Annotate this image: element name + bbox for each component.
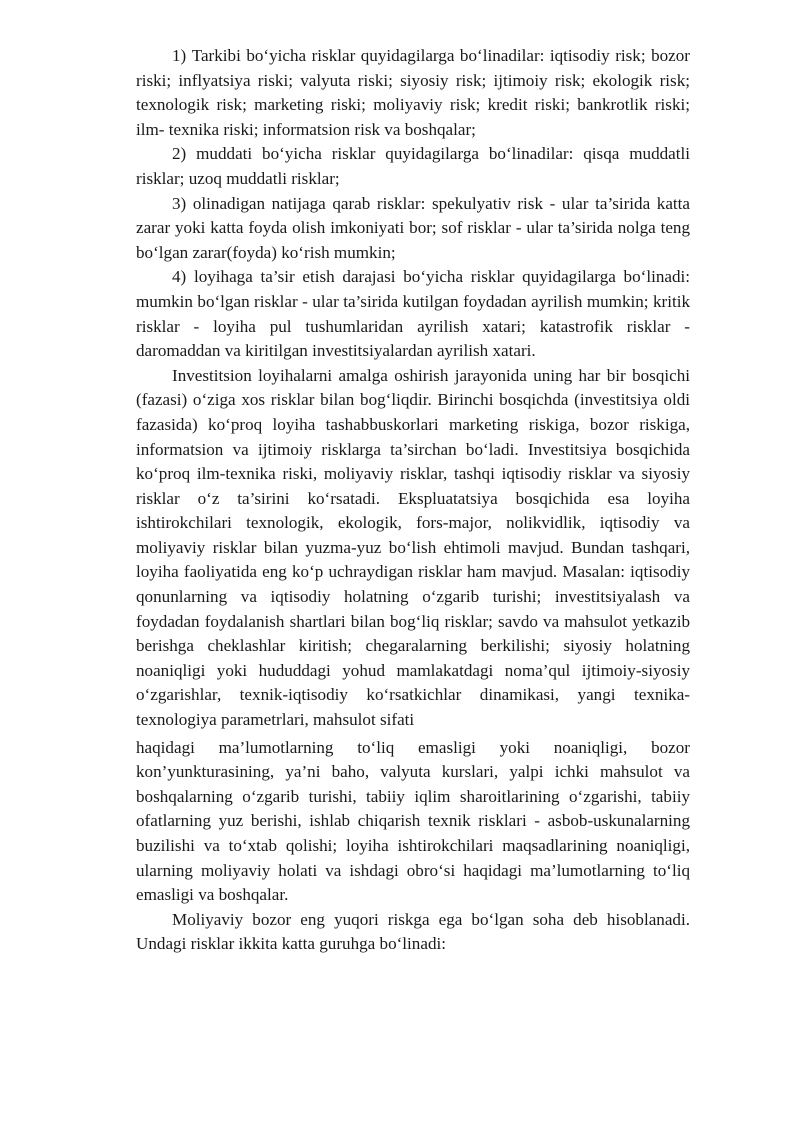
paragraph-continuation: haqidagi ma’lumotlarning to‘liq emasligi yoki noaniqligi, bozor kon’yunkturasining, ya’ni baho, valyuta kurslari, yalpi ichki mahsulot va boshqalarning o‘zgarib turishi, tabiiy iqlim sharoitlarining o‘zgarishi, tabiiy ofatlarning yuz berishi, ishlab chiqarish texnik risklari - asbob-uskunalarning buzilishi va to‘xtab qolishi; loyiha ishtirokchilari maqsadlarining noaniqligi, ularning moliyaviy holati va ishdagi obro‘si haqidagi ma’lumotlarning to‘liq emasligi va boshqalar. (136, 737, 690, 905)
list-item-duration: 2) muddati bo‘yicha risklar quyidagilarga bo‘linadilar: qisqa muddatli risklar; uzoq muddatli risklar; (136, 144, 690, 188)
paragraph-project-phases: Investitsion loyihalarni amalga oshirish jarayonida uning har bir bosqichi (fazasi) o‘ziga xos risklar bilan bog‘liqdir. Birinchi bosqichda (investitsiya oldi fazasida) ko‘proq loyiha tashabbuskorlari marketing riskiga, bozor riskiga, informatsion va ijtimoiy risklarga ta’sirchan bo‘ladi. Investitsiya bosqichida ko‘proq ilm-texnika riski, moliyaviy risklar, tashqi iqtisodiy risklar va siyosiy risklar o‘z ta’sirini ko‘rsatadi. Ekspluatatsiya bosqichida esa loyiha ishtirokchilari texnologik, ekologik, fors-major, nolikvidlik, iqtisodiy va moliyaviy risklar bilan yuzma-yuz bo‘lish ehtimoli mavjud. Bundan tashqari, loyiha faoliyatida eng ko‘p uchraydigan risklar ham mavjud. Masalan: iqtisodiy qonunlarning va iqtisodiy holatning o‘zgarib turishi; investitsiyalash va foydadan foydalanish shartlari bilan bog‘liq risklar; savdo va mahsulot yetkazib berishga cheklashlar kiritish; chegaralarning berkilishi; siyosiy holatning noaniqligi yoki hududdagi yohud mamlakatdagi noma’qul ijtimoiy-siyosiy o‘zgarishlar, texnik-iqtisodiy ko‘rsatkichlar dinamikasi, yangi texnika-texnologiya parametrlari, mahsulot sifati (136, 365, 690, 730)
list-item-composition: 1) Tarkibi bo‘yicha risklar quyidagilarga bo‘linadilar: iqtisodiy risk; bozor riski; inflyatsiya riski; valyuta riski; siyosiy risk; ijtimoiy risk; ekologik risk; texnologik risk; marketing riski; moliyaviy risk; kredit riski; bankrotlik riski; ilm- texnika riski; informatsion risk va boshqalar; (136, 46, 690, 139)
document-body (136, 44, 690, 957)
list-item-outcome: 3) olinadigan natijaga qarab risklar: spekulyativ risk - ular ta’sirida katta zarar yoki katta foyda olish imkoniyati bor; sof risklar - ular ta’sirida nolga teng bo‘lgan zarar(foyda) ko‘rish mumkin; (136, 193, 690, 262)
paragraph-financial-market: Moliyaviy bozor eng yuqori riskga ega bo‘lgan soha deb hisoblanadi. Undagi risklar ikkita katta guruhga bo‘linadi: (136, 909, 690, 954)
list-item-impact-level: 4) loyihaga ta’sir etish darajasi bo‘yicha risklar quyidagilarga bo‘linadi: mumkin bo‘lgan risklar - ular ta’sirida kutilgan foydadan ayrilish mumkin; kritik risklar - loyiha pul tushumlaridan ayrilish xatari; katastrofik risklar - daromaddan va kiritilgan investitsiyalardan ayrilish xatari. (136, 267, 690, 361)
